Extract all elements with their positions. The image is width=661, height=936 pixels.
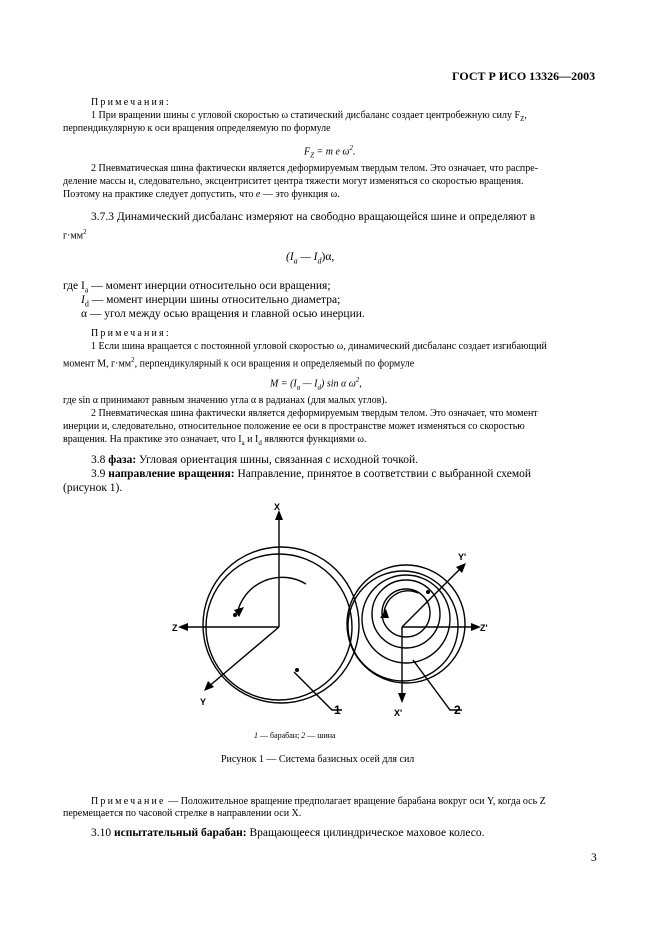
where-alpha: α — угол между осью вращения и главной осью инерции. bbox=[81, 308, 365, 320]
axis-z2-label: Z' bbox=[480, 623, 488, 633]
note2-1-line2: момент M, $г\cdot мм^2$, перпендикулярный к оси вращения и определяемый по формуле bbox=[63, 356, 415, 370]
drum-rotation-arc bbox=[237, 577, 306, 614]
notes-title: Примечания: bbox=[91, 97, 171, 108]
tire-middle-circle bbox=[362, 575, 450, 663]
drum-outer-arc bbox=[203, 547, 359, 703]
axis-z-label: Z bbox=[172, 623, 178, 633]
section-3-9-cont: (рисунок 1). bbox=[63, 482, 123, 494]
where-ia: где $I_a$ — момент инерции относительно оси вращения; bbox=[63, 280, 331, 295]
note2-2-line1: 2 Пневматическая шина фактически является деформируемым твердым телом. Это означает, что момент bbox=[91, 408, 538, 419]
section-3-10: 3.10 испытательный барабан: Вращающееся цилиндрическое маховое колесо. bbox=[91, 827, 485, 839]
axis-y-label: Y bbox=[200, 697, 207, 707]
section-3-9: 3.9 направление вращения: Направление, принятое в соответствии с выбранной схемой bbox=[91, 468, 532, 480]
tire-rotation-arc bbox=[384, 591, 418, 615]
tire-dot bbox=[426, 590, 430, 594]
note-2-line2: деление массы и, следовательно, эксцентриситет центра тяжести могут изменяться со скоростью вращения. bbox=[63, 176, 524, 187]
arrow-z bbox=[178, 623, 188, 631]
drum-center-dot bbox=[295, 668, 299, 672]
axis-y-line bbox=[207, 627, 279, 688]
note-2-line3: Поэтому на практике следует допустить, что e — это функция ω. bbox=[63, 189, 340, 200]
section-3-8: 3.8 фаза: Угловая ориентация шины, связанная с исходной точкой. bbox=[91, 454, 419, 466]
note-positive-rotation: Примечание — Положительное вращение предполагает вращение барабана вокруг оси Y, когда ось Z bbox=[91, 796, 546, 807]
section-3-7-3: 3.7.3 Динамический дисбаланс измеряют на свободно вращающейся шине и определяют в bbox=[91, 211, 536, 223]
note2-where: где sin α принимают равным значению угла α в радианах (для малых углов). bbox=[63, 395, 388, 406]
note2-1-line1: 1 Если шина вращается с постоянной угловой скоростью ω, динамический дисбаланс создает изгибающий bbox=[91, 341, 547, 352]
document-header: ГОСТ Р ИСО 13326—2003 bbox=[452, 69, 596, 83]
formula-moment: $M = (I_a$ — $I_d$) sin α $\omega^2$, bbox=[270, 376, 362, 392]
note-1-text-cont: перпендикулярную к оси вращения определяемую по формуле bbox=[63, 123, 331, 134]
label-1: 1 bbox=[334, 703, 341, 717]
where-id: $I_d$ — момент инерции шины относительно диаметра; bbox=[81, 294, 341, 309]
page-number: 3 bbox=[591, 852, 597, 864]
note2-2-line3: вращения. На практике это означает, что $I_a$ и $I_d$ являются функциями ω. bbox=[63, 434, 367, 447]
axis-y2-label: Y' bbox=[458, 552, 467, 562]
axis-x-label: X bbox=[274, 502, 281, 512]
tire-core-circle bbox=[382, 589, 430, 637]
note2-2-line2: инерции и, следовательно, относительное положение ее оси в пространстве может изменяться со скоростью bbox=[63, 421, 525, 432]
formula-dynamic: ($I_a$ — $I_d)\alpha$, bbox=[286, 251, 335, 266]
formula-fz: $F_Z = m$ e $\omega^2$. bbox=[304, 144, 356, 160]
figure-legend: 1 — барабан; 2 — шина bbox=[254, 731, 336, 740]
note-2-line1: 2 Пневматическая шина фактически является деформируемым твердым телом. Это означает, что распре- bbox=[91, 163, 539, 174]
drum-dot bbox=[233, 613, 237, 617]
note-positive-rotation-cont: перемещается по часовой стрелке в направлении оси X. bbox=[63, 808, 302, 819]
figure-caption: Рисунок 1 — Система базисных осей для сил bbox=[221, 754, 415, 765]
unit-gmm2: $г\cdot мм^2$ bbox=[63, 228, 87, 242]
axis-x2-label: X' bbox=[394, 708, 403, 718]
label-2: 2 bbox=[454, 703, 461, 717]
note-1-text: 1 При вращении шины с угловой скоростью ω статический дисбаланс создает центробежную силу $F_Z$, bbox=[91, 110, 527, 123]
arrow-x2 bbox=[398, 693, 406, 703]
notes-title-2: Примечания: bbox=[91, 328, 171, 339]
reference-axes-figure bbox=[160, 500, 500, 730]
